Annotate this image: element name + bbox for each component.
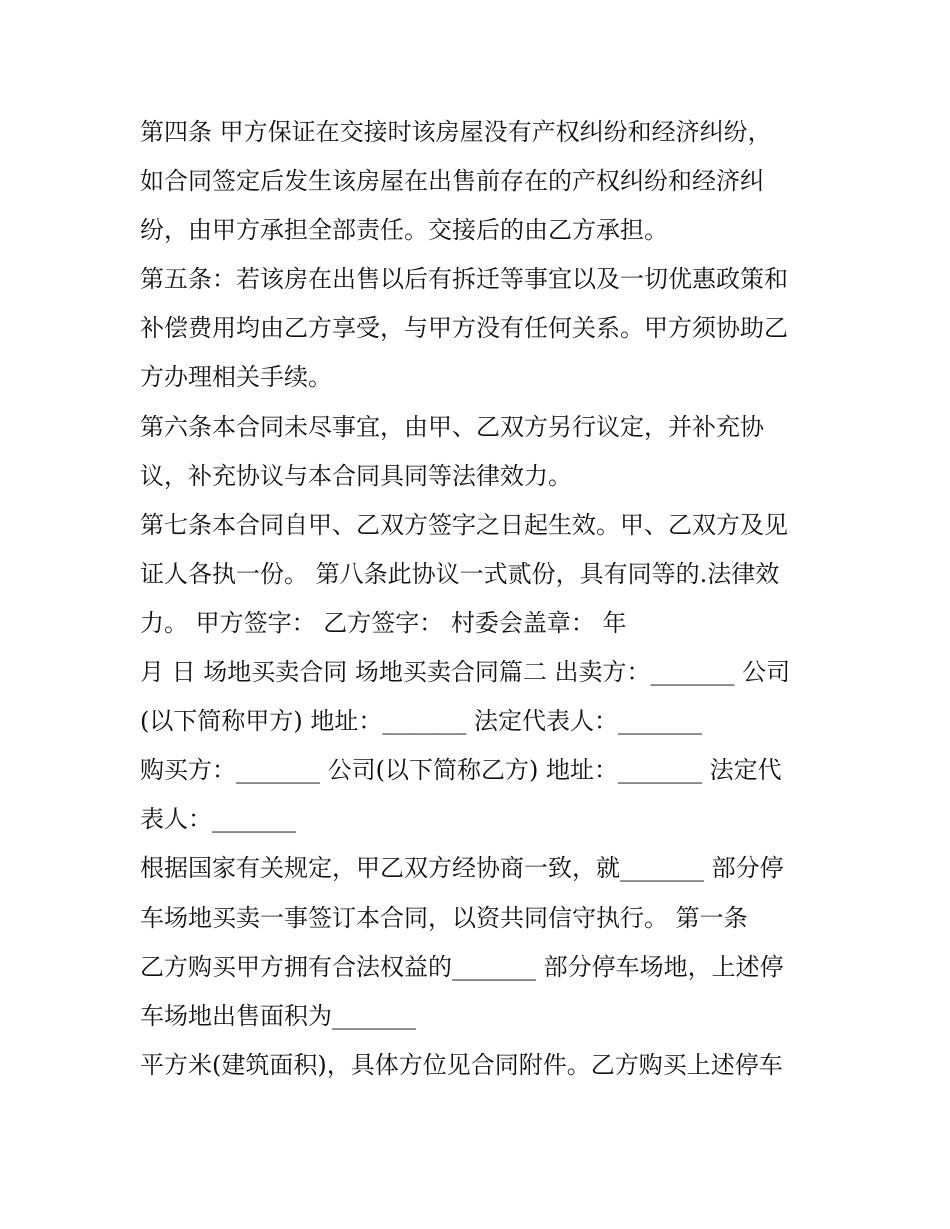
text-line-7: 第六条本合同未尽事宜，由甲、乙双方另行议定，并补充协 [140,412,764,441]
text-line-12: 月 日 场地买卖合同 场地买卖合同篇二 出卖方：_______ 公司 [140,658,791,687]
text-line-3: 纷，由甲方承担全部责任。交接后的由乙方承担。 [140,216,668,245]
text-line-13: (以下简称甲方) 地址：_______ 法定代表人：_______ [140,707,702,736]
text-line-15: 表人：_______ [140,805,296,834]
text-line-2: 如合同签定后发生该房屋在出售前存在的产权纠纷和经济纠 [140,167,764,196]
text-line-6: 方办理相关手续。 [140,363,332,392]
text-line-16: 根据国家有关规定，甲乙双方经协商一致，就_______ 部分停 [140,854,784,883]
text-line-11: 力。 甲方签字： 乙方签字： 村委会盖章： 年 [140,608,627,637]
text-line-18: 乙方购买甲方拥有合法权益的_______ 部分停车场地，上述停 [140,952,784,981]
contract-body [140,108,840,1090]
text-line-19: 车场地出售面积为_______ [140,1001,416,1030]
text-line-5: 补偿费用均由乙方享受，与甲方没有任何关系。甲方须协助乙 [140,314,788,343]
text-line-10: 证人各执一份。 第八条此协议一式贰份，具有同等的.法律效 [140,559,780,588]
text-line-8: 议，补充协议与本合同具同等法律效力。 [140,461,572,490]
text-line-20: 平方米(建筑面积)，具体方位见合同附件。乙方购买上述停车 [140,1050,783,1079]
text-line-4: 第五条：若该房在出售以后有拆迁等事宜以及一切优惠政策和 [140,265,788,294]
text-line-14: 购买方：_______ 公司(以下简称乙方) 地址：_______ 法定代 [140,756,782,785]
text-line-9: 第七条本合同自甲、乙双方签字之日起生效。甲、乙双方及见 [140,510,788,539]
text-line-17: 车场地买卖一事签订本合同，以资共同信守执行。 第一条 [140,903,748,932]
text-line-1: 第四条 甲方保证在交接时该房屋没有产权纠纷和经济纠纷， [140,118,772,146]
